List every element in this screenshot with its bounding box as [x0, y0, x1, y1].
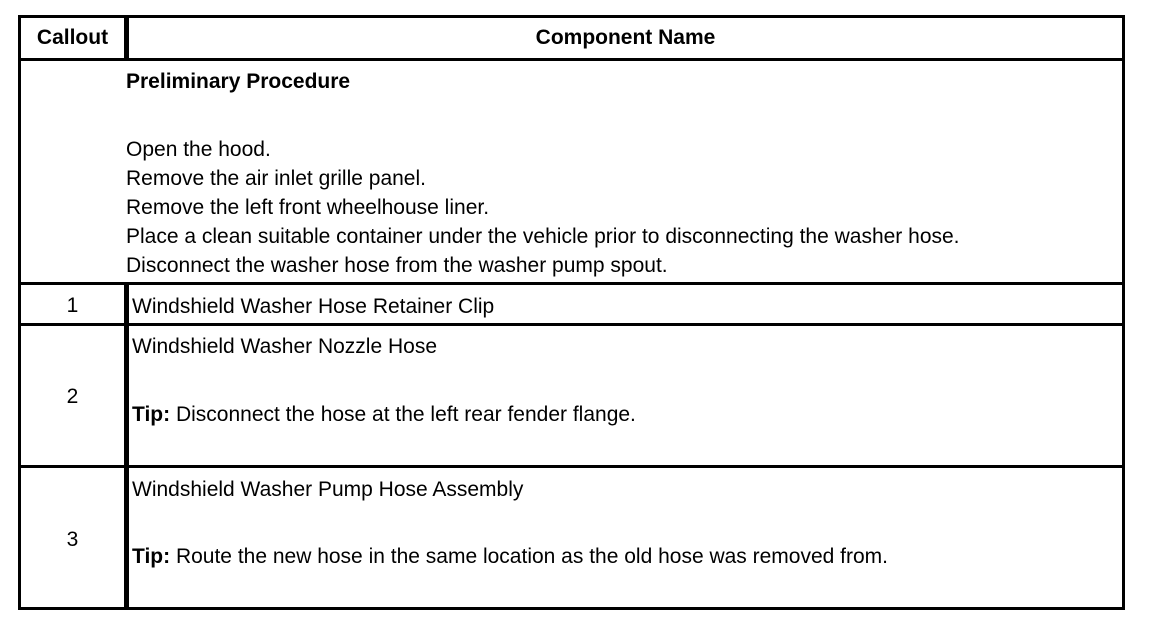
component-name: Windshield Washer Nozzle Hose	[132, 335, 438, 358]
preliminary-step: Place a clean suitable container under the vehicle prior to disconnecting the washer hose.	[126, 225, 960, 248]
tip-line	[132, 400, 636, 429]
row-divider	[21, 323, 1122, 326]
component-name: Windshield Washer Hose Retainer Clip	[132, 295, 495, 318]
preliminary-procedure-title: Preliminary Procedure	[126, 70, 351, 93]
preliminary-step: Open the hood.	[126, 138, 271, 161]
tip-line	[132, 542, 888, 571]
callout-column-header: Callout	[36, 26, 109, 49]
callout-number: 3	[66, 528, 79, 551]
tip-text: Disconnect the hose at the left rear fender flange.	[170, 403, 636, 426]
callout-number: 1	[66, 294, 79, 317]
row-divider	[21, 465, 1122, 468]
component-table	[18, 15, 1125, 610]
tip-label: Tip:	[132, 545, 171, 568]
tip-text: Route the new hose in the same location as the old hose was removed from.	[170, 545, 889, 568]
callout-number: 2	[66, 385, 79, 408]
row-divider	[21, 282, 1122, 285]
preliminary-step: Remove the air inlet grille panel.	[126, 167, 426, 190]
component-name: Windshield Washer Pump Hose Assembly	[132, 478, 524, 501]
preliminary-step: Disconnect the washer hose from the washer pump spout.	[126, 254, 668, 277]
body-column-divider	[124, 285, 129, 607]
component-name-column-header: Component Name	[535, 26, 716, 49]
tip-label: Tip:	[132, 403, 171, 426]
preliminary-step: Remove the left front wheelhouse liner.	[126, 196, 490, 219]
header-divider	[21, 58, 1122, 61]
